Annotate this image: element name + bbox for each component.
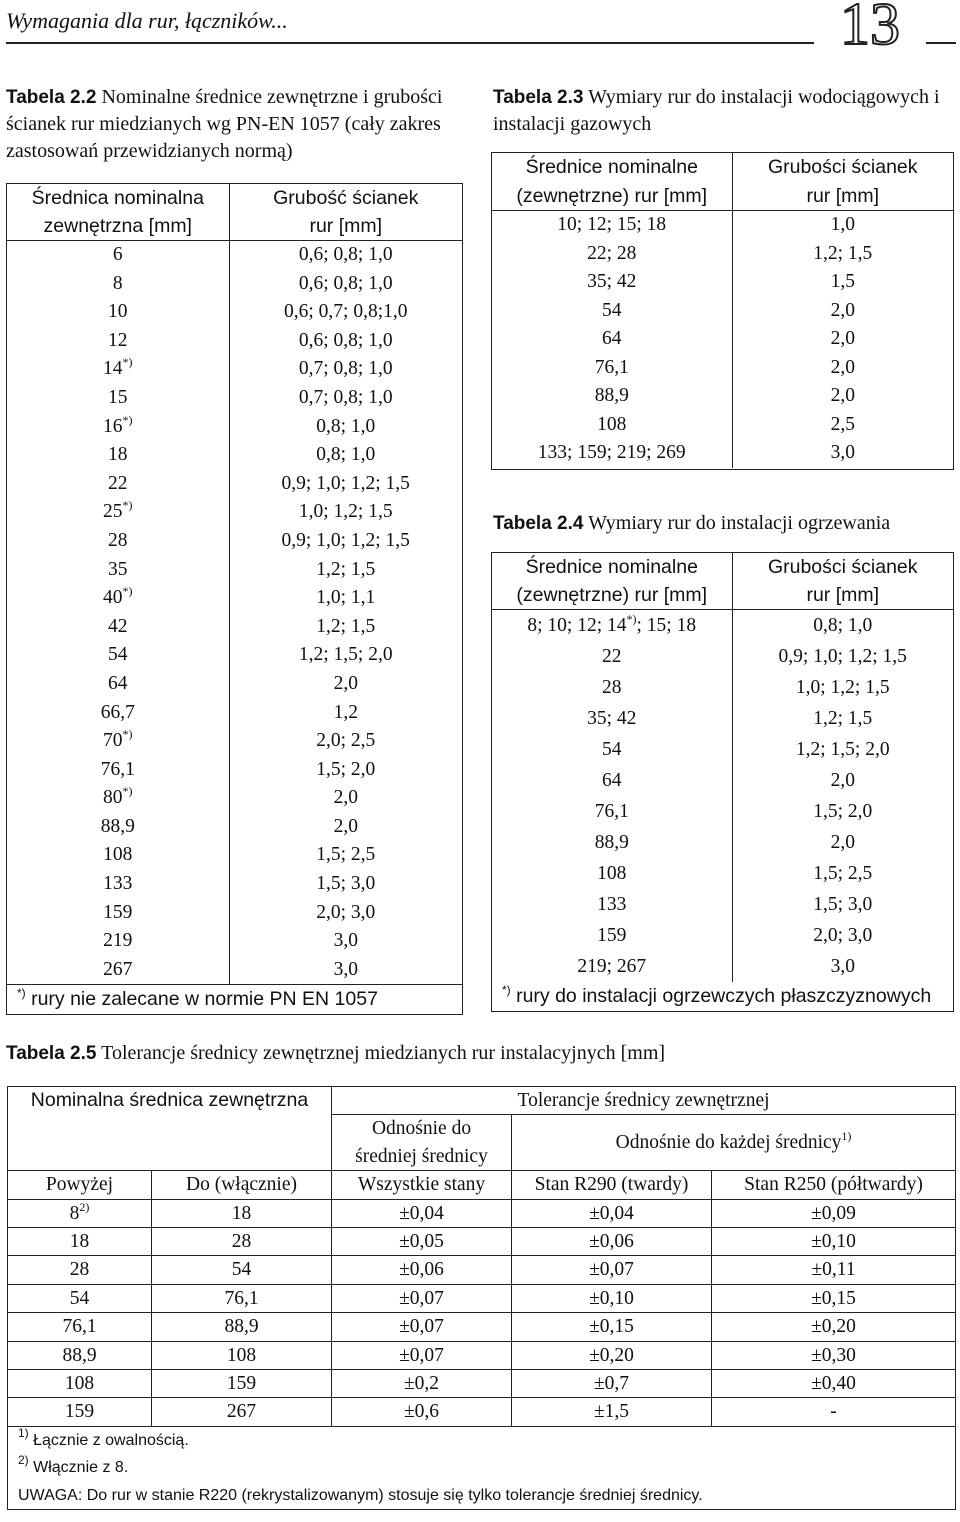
table-row bbox=[7, 899, 462, 928]
table-row bbox=[492, 297, 953, 326]
col-header: Odnośnie do średniej średnicy bbox=[332, 1115, 512, 1171]
cell: ±0,30 bbox=[712, 1341, 956, 1369]
cell: ±0,04 bbox=[512, 1199, 712, 1227]
cell: 3,0 bbox=[830, 956, 855, 977]
cell: 25*) bbox=[7, 498, 229, 527]
cell: 8 bbox=[7, 270, 229, 299]
table-row bbox=[7, 613, 462, 642]
col-header: (zewnętrzne) rur [mm] bbox=[492, 581, 732, 610]
table-row bbox=[7, 956, 462, 985]
table-row bbox=[8, 1370, 956, 1398]
cell: 18 bbox=[8, 1228, 152, 1256]
table-row bbox=[492, 641, 953, 672]
cell: 22 bbox=[7, 470, 229, 499]
cell: 88,9 bbox=[7, 813, 229, 842]
cell: 76,1 bbox=[152, 1284, 332, 1312]
cell: 76,1 bbox=[8, 1313, 152, 1341]
col-header: Średnica nominalna bbox=[7, 184, 229, 212]
cell: ±0,15 bbox=[712, 1284, 956, 1312]
cell: 1,0; 1,1 bbox=[316, 587, 376, 609]
cell: 2,5 bbox=[830, 413, 855, 435]
cell: 0,8; 1,0 bbox=[813, 615, 873, 636]
cell: 54 bbox=[7, 641, 229, 670]
cell: ±0,7 bbox=[512, 1370, 712, 1398]
cell: ±0,07 bbox=[332, 1341, 512, 1369]
col-header: Tolerancje średnicy zewnętrznej bbox=[332, 1087, 956, 1115]
cell: 2,0 bbox=[830, 385, 855, 406]
table-2-4-caption: Tabela 2.4 Wymiary rur do instalacji ogrzewania bbox=[493, 512, 891, 534]
table-2-3 bbox=[491, 152, 954, 470]
cell: 8; 10; 12; 14*); 15; 18 bbox=[492, 610, 732, 642]
cell: 1,2; 1,5 bbox=[316, 615, 376, 637]
cell: 0,6; 0,8; 1,0 bbox=[298, 244, 393, 265]
table-row bbox=[492, 268, 953, 297]
cell: 1,0 bbox=[830, 214, 855, 235]
cell: 8$^{2)}$ bbox=[8, 1199, 152, 1227]
cell: 1,5; 2,5 bbox=[316, 844, 376, 866]
table-row bbox=[7, 813, 462, 842]
cell: 2,0 bbox=[830, 328, 855, 349]
table-2-2 bbox=[6, 183, 463, 1015]
cell: 0,6; 0,8; 1,0 bbox=[298, 329, 393, 351]
cell: 22 bbox=[492, 641, 732, 672]
table-row bbox=[7, 298, 462, 327]
cell: 64 bbox=[492, 325, 732, 354]
table-row bbox=[8, 1256, 956, 1284]
table-row bbox=[492, 765, 953, 796]
cell: 267 bbox=[152, 1398, 332, 1426]
cell: 0,9; 1,0; 1,2; 1,5 bbox=[281, 529, 410, 551]
cell: 42 bbox=[7, 613, 229, 642]
table-label: Tabela 2.2 bbox=[6, 87, 97, 108]
cell: ±0,2 bbox=[332, 1370, 512, 1398]
cell: 54 bbox=[152, 1256, 332, 1284]
running-header: Wymagania dla rur, łączników... bbox=[6, 8, 288, 33]
col-header: Stan R290 (twardy) bbox=[512, 1171, 712, 1199]
table-row bbox=[7, 870, 462, 899]
table-row bbox=[8, 1341, 956, 1369]
cell: 18 bbox=[152, 1199, 332, 1227]
table-2-5 bbox=[7, 1086, 956, 1510]
table-row bbox=[7, 699, 462, 728]
table-row bbox=[492, 951, 953, 982]
col-header: Do (włącznie) bbox=[152, 1171, 332, 1199]
cell: 88,9 bbox=[492, 382, 732, 411]
footnote: UWAGA: Do rur w stanie R220 (rekrystalizowanym) stosuje się tylko tolerancje średniej średnicy. bbox=[8, 1482, 956, 1510]
cell: 2,0; 3,0 bbox=[813, 925, 873, 946]
table-label: Tabela 2.4 bbox=[493, 513, 584, 534]
cell: 0,8; 1,0 bbox=[316, 444, 376, 466]
cell: 1,5; 2,5 bbox=[813, 863, 873, 884]
col-header: Odnośnie do każdej średnicy$^{1)}$ bbox=[512, 1115, 956, 1170]
cell: 28 bbox=[8, 1256, 152, 1284]
table-2-2-caption: Tabela 2.2 Nominalne średnice zewnętrzne i grubości ścianek rur miedzianych wg PN-EN 1057 (cały zakres zastosowań przewidzianych normą) bbox=[6, 86, 443, 162]
cell: 2,0; 2,5 bbox=[316, 730, 376, 752]
cell: 1,0; 1,2; 1,5 bbox=[795, 677, 890, 698]
table-row bbox=[492, 382, 953, 411]
table-row bbox=[492, 439, 953, 468]
cell: 3,0 bbox=[333, 930, 358, 952]
cell: ±0,10 bbox=[712, 1228, 956, 1256]
table-row bbox=[7, 641, 462, 670]
cell: 133 bbox=[7, 870, 229, 899]
cell: 88,9 bbox=[492, 827, 732, 858]
cell: 0,9; 1,0; 1,2; 1,5 bbox=[281, 472, 410, 494]
table-row bbox=[8, 1228, 956, 1256]
table-note: *) rury nie zalecane w normie PN EN 1057 bbox=[7, 985, 462, 1014]
table-row bbox=[492, 920, 953, 951]
cell: 3,0 bbox=[333, 958, 358, 980]
col-header: zewnętrzna [mm] bbox=[7, 212, 229, 241]
cell: 16*) bbox=[7, 413, 229, 442]
table-row bbox=[492, 411, 953, 440]
table-note: *) rury do instalacji ogrzewczych płaszczyznowych bbox=[502, 983, 932, 1007]
cell: 88,9 bbox=[8, 1341, 152, 1369]
col-header: Średnice nominalne bbox=[492, 153, 732, 182]
cell: ±0,07 bbox=[512, 1256, 712, 1284]
table-2-3-caption: Tabela 2.3 Wymiary rur do instalacji wodociągowych i instalacji gazowych bbox=[493, 86, 940, 135]
col-header: rur [mm] bbox=[732, 581, 953, 610]
cell: 108 bbox=[492, 858, 732, 889]
cell: 219; 267 bbox=[492, 951, 732, 982]
cell: ±0,05 bbox=[332, 1228, 512, 1256]
cell: 2,0 bbox=[333, 672, 358, 694]
cell: 76,1 bbox=[7, 756, 229, 785]
cell: 28 bbox=[7, 527, 229, 556]
cell: 1,5; 3,0 bbox=[813, 894, 873, 915]
footnote: $^{2)}$ Włącznie z 8. bbox=[8, 1454, 956, 1481]
col-header: Powyżej bbox=[8, 1171, 152, 1199]
cell: 22; 28 bbox=[492, 240, 732, 269]
cell: 76,1 bbox=[492, 796, 732, 827]
cell: 64 bbox=[492, 765, 732, 796]
cell: 64 bbox=[7, 670, 229, 699]
cell: 0,7; 0,8; 1,0 bbox=[298, 386, 393, 408]
table-row bbox=[7, 927, 462, 956]
col-header: Wszystkie stany bbox=[332, 1171, 512, 1199]
cell: 28 bbox=[492, 672, 732, 703]
cell: ±0,09 bbox=[712, 1199, 956, 1227]
cell: 35 bbox=[7, 556, 229, 585]
cell: 159 bbox=[7, 899, 229, 928]
table-row bbox=[7, 756, 462, 785]
table-label: Tabela 2.3 bbox=[493, 87, 584, 108]
cell: 54 bbox=[8, 1284, 152, 1312]
table-row bbox=[7, 270, 462, 299]
cell: ±0,06 bbox=[512, 1228, 712, 1256]
cell: 76,1 bbox=[492, 354, 732, 383]
cell: 0,8; 1,0 bbox=[316, 415, 376, 437]
footnote: $^{1)}$ Łącznie z owalnością. bbox=[8, 1426, 956, 1454]
cell: ±0,10 bbox=[512, 1284, 712, 1312]
cell: - bbox=[712, 1398, 956, 1426]
col-header: Grubość ścianek bbox=[273, 187, 419, 209]
cell: 219 bbox=[7, 927, 229, 956]
col-header: Grubości ścianek bbox=[767, 156, 918, 178]
table-row bbox=[492, 796, 953, 827]
cell: 2,0 bbox=[830, 770, 855, 791]
table-row bbox=[492, 240, 953, 269]
table-row bbox=[492, 889, 953, 920]
table-row bbox=[7, 556, 462, 585]
cell: 0,9; 1,0; 1,2; 1,5 bbox=[778, 646, 907, 667]
cell: 35; 42 bbox=[492, 268, 732, 297]
cell: 15 bbox=[7, 384, 229, 413]
cell: 54 bbox=[492, 297, 732, 326]
table-row bbox=[492, 858, 953, 889]
cell: 1,2 bbox=[333, 701, 358, 723]
col-header: Nominalna średnica zewnętrzna bbox=[8, 1087, 332, 1115]
table-row bbox=[492, 703, 953, 734]
table-row bbox=[8, 1199, 956, 1227]
table-row bbox=[7, 727, 462, 756]
col-header: (zewnętrzne) rur [mm] bbox=[492, 182, 732, 211]
cell: 66,7 bbox=[7, 699, 229, 728]
table-row bbox=[492, 734, 953, 765]
cell: 14*) bbox=[7, 355, 229, 384]
table-row bbox=[492, 610, 953, 642]
col-header: Grubości ścianek bbox=[767, 556, 918, 578]
page-number: 13 bbox=[840, 0, 900, 57]
cell: 108 bbox=[7, 841, 229, 870]
cell: 12 bbox=[7, 327, 229, 356]
header-rule bbox=[6, 42, 814, 44]
cell: 88,9 bbox=[152, 1313, 332, 1341]
cell: ±0,20 bbox=[512, 1341, 712, 1369]
cell: 1,5; 2,0 bbox=[316, 758, 376, 780]
table-row bbox=[492, 325, 953, 354]
cell: ±0,07 bbox=[332, 1313, 512, 1341]
cell: ±0,15 bbox=[512, 1313, 712, 1341]
cell: 35; 42 bbox=[492, 703, 732, 734]
cell: 1,5; 2,0 bbox=[813, 801, 873, 822]
table-row bbox=[7, 355, 462, 384]
cell: 18 bbox=[7, 441, 229, 470]
table-row bbox=[492, 211, 953, 240]
cell: 3,0 bbox=[830, 442, 855, 463]
cell: 2,0 bbox=[830, 832, 855, 853]
table-row bbox=[492, 827, 953, 858]
cell: 6 bbox=[7, 241, 229, 270]
cell: 108 bbox=[8, 1370, 152, 1398]
table-row bbox=[7, 784, 462, 813]
cell: 133 bbox=[492, 889, 732, 920]
table-row bbox=[492, 672, 953, 703]
cell: 267 bbox=[7, 956, 229, 985]
cell: ±0,07 bbox=[332, 1284, 512, 1312]
cell: 2,0; 3,0 bbox=[316, 901, 376, 923]
cell: 2,0 bbox=[830, 356, 855, 378]
cell: 108 bbox=[492, 411, 732, 440]
header-rule-right bbox=[926, 42, 956, 44]
col-header: rur [mm] bbox=[229, 212, 462, 241]
cell: 2,0 bbox=[333, 787, 358, 809]
col-header: rur [mm] bbox=[732, 182, 953, 211]
table-row bbox=[7, 498, 462, 527]
cell: ±0,40 bbox=[712, 1370, 956, 1398]
cell: 10; 12; 15; 18 bbox=[492, 211, 732, 240]
cell: 159 bbox=[492, 920, 732, 951]
table-row bbox=[7, 241, 462, 270]
cell: 1,5; 3,0 bbox=[316, 873, 376, 895]
cell: 0,7; 0,8; 1,0 bbox=[298, 358, 393, 380]
table-row bbox=[7, 470, 462, 499]
cell: 54 bbox=[492, 734, 732, 765]
cell: 1,5 bbox=[830, 271, 855, 292]
table-row bbox=[7, 441, 462, 470]
cell: 0,6; 0,8; 1,0 bbox=[298, 272, 393, 294]
table-row bbox=[8, 1284, 956, 1312]
cell: 28 bbox=[152, 1228, 332, 1256]
cell: ±1,5 bbox=[512, 1398, 712, 1426]
cell: 133; 159; 219; 269 bbox=[492, 439, 732, 468]
cell: ±0,20 bbox=[712, 1313, 956, 1341]
col-header: Średnice nominalne bbox=[492, 553, 732, 581]
cell: 1,2; 1,5; 2,0 bbox=[795, 739, 890, 760]
cell: ±0,04 bbox=[332, 1199, 512, 1227]
cell: ±0,11 bbox=[712, 1256, 956, 1284]
table-2-5-caption: Tabela 2.5 Tolerancje średnicy zewnętrznej miedzianych rur instalacyjnych [mm] bbox=[6, 1042, 666, 1064]
cell: ±0,06 bbox=[332, 1256, 512, 1284]
cell: 1,0; 1,2; 1,5 bbox=[298, 501, 393, 523]
table-row bbox=[8, 1398, 956, 1426]
cell: 1,2; 1,5 bbox=[316, 558, 376, 580]
table-row bbox=[7, 384, 462, 413]
cell: 0,6; 0,7; 0,8;1,0 bbox=[283, 301, 408, 323]
table-row bbox=[7, 413, 462, 442]
cell: 2,0 bbox=[830, 299, 855, 321]
table-row bbox=[7, 527, 462, 556]
table-row bbox=[7, 670, 462, 699]
col-header: Stan R250 (półtwardy) bbox=[712, 1171, 956, 1199]
table-row bbox=[7, 841, 462, 870]
cell: 1,2; 1,5 bbox=[813, 242, 873, 264]
cell: 1,2; 1,5 bbox=[813, 708, 873, 729]
table-2-4 bbox=[491, 552, 954, 1012]
cell: 70*) bbox=[7, 727, 229, 756]
table-row bbox=[492, 354, 953, 383]
table-row bbox=[8, 1313, 956, 1341]
cell: 1,2; 1,5; 2,0 bbox=[298, 644, 393, 666]
empty-header-cell bbox=[8, 1115, 332, 1171]
table-row bbox=[7, 584, 462, 613]
cell: 10 bbox=[7, 298, 229, 327]
cell: ±0,6 bbox=[332, 1398, 512, 1426]
cell: 40*) bbox=[7, 584, 229, 613]
cell: 159 bbox=[152, 1370, 332, 1398]
cell: 2,0 bbox=[333, 815, 358, 837]
cell: 159 bbox=[8, 1398, 152, 1426]
table-row bbox=[7, 327, 462, 356]
table-label: Tabela 2.5 bbox=[6, 1043, 97, 1064]
cell: 108 bbox=[152, 1341, 332, 1369]
cell: 80*) bbox=[7, 784, 229, 813]
